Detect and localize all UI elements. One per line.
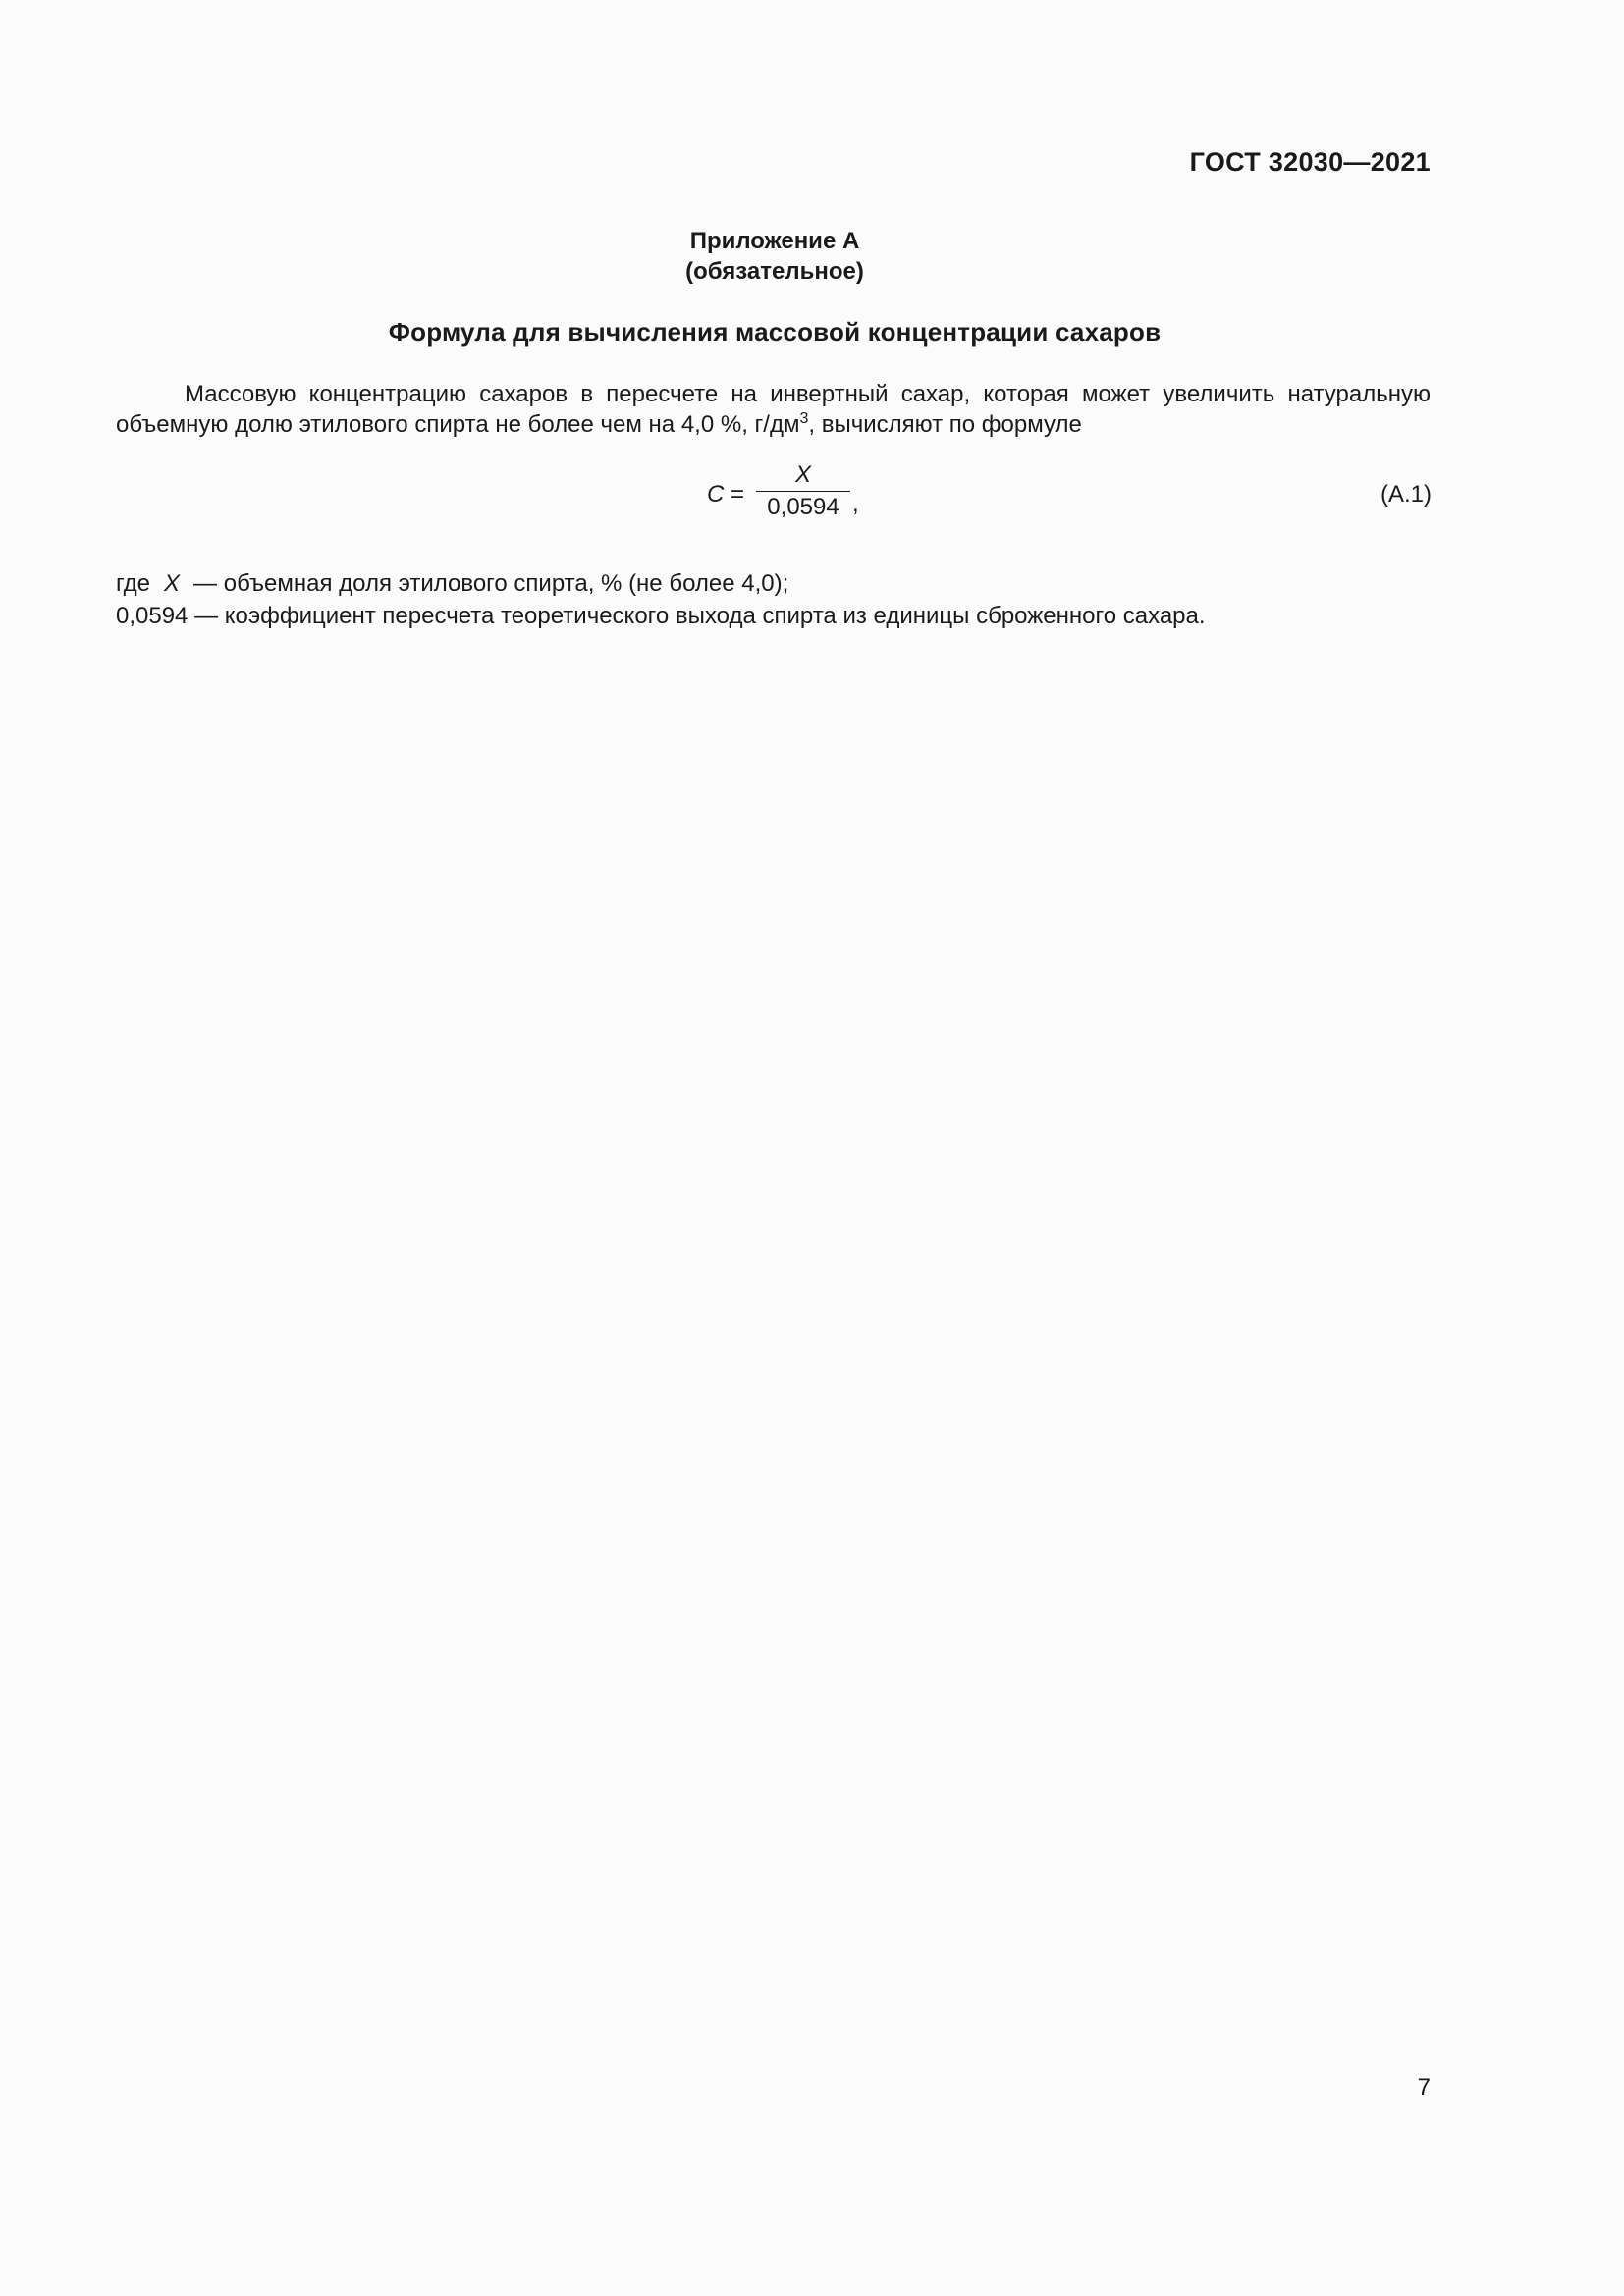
formula-denominator: 0,0594 [767, 494, 839, 520]
legend-description: — объемная доля этилового спирта, % (не более 4,0); [193, 570, 789, 597]
formula-fraction [756, 461, 850, 521]
appendix-title: Приложение А [689, 228, 860, 254]
paragraph-text-end: , вычисляют по формуле [808, 411, 1082, 438]
formula-lhs [707, 481, 744, 508]
formula-numerator: X [794, 461, 811, 488]
paragraph-text: Массовую концентрацию сахаров в пересчете на инвертный сахар, которая может увеличить натуральную объемную долю этилового спирта не более чем на 4,0 %, г/дм [116, 381, 1431, 438]
equation-number: (А.1) [1380, 481, 1432, 507]
formula-equals: = [731, 481, 745, 507]
legend-symbol: X [164, 570, 181, 597]
formula-legend [116, 567, 1432, 632]
paragraph-superscript: 3 [799, 410, 809, 427]
legend-description: — коэффициент пересчета теоретического выхода спирта из единицы сброженного сахара. [194, 603, 1206, 629]
body-paragraph [116, 379, 1431, 440]
appendix-heading [0, 226, 1549, 287]
formula-trailing-comma: , [852, 491, 859, 517]
standard-code: ГОСТ 32030—2021 [1189, 147, 1431, 177]
page-number: 7 [1417, 2074, 1431, 2101]
legend-symbol: 0,0594 [116, 603, 189, 629]
formula-symbol-c: C [707, 481, 725, 507]
appendix-status: (обязательное) [685, 258, 864, 285]
legend-prefix: где [116, 570, 151, 597]
section-title: Формула для вычисления массовой концентрации сахаров [388, 317, 1162, 347]
legend-row [116, 600, 1432, 632]
legend-row [116, 567, 1432, 600]
fraction-bar [756, 491, 850, 492]
